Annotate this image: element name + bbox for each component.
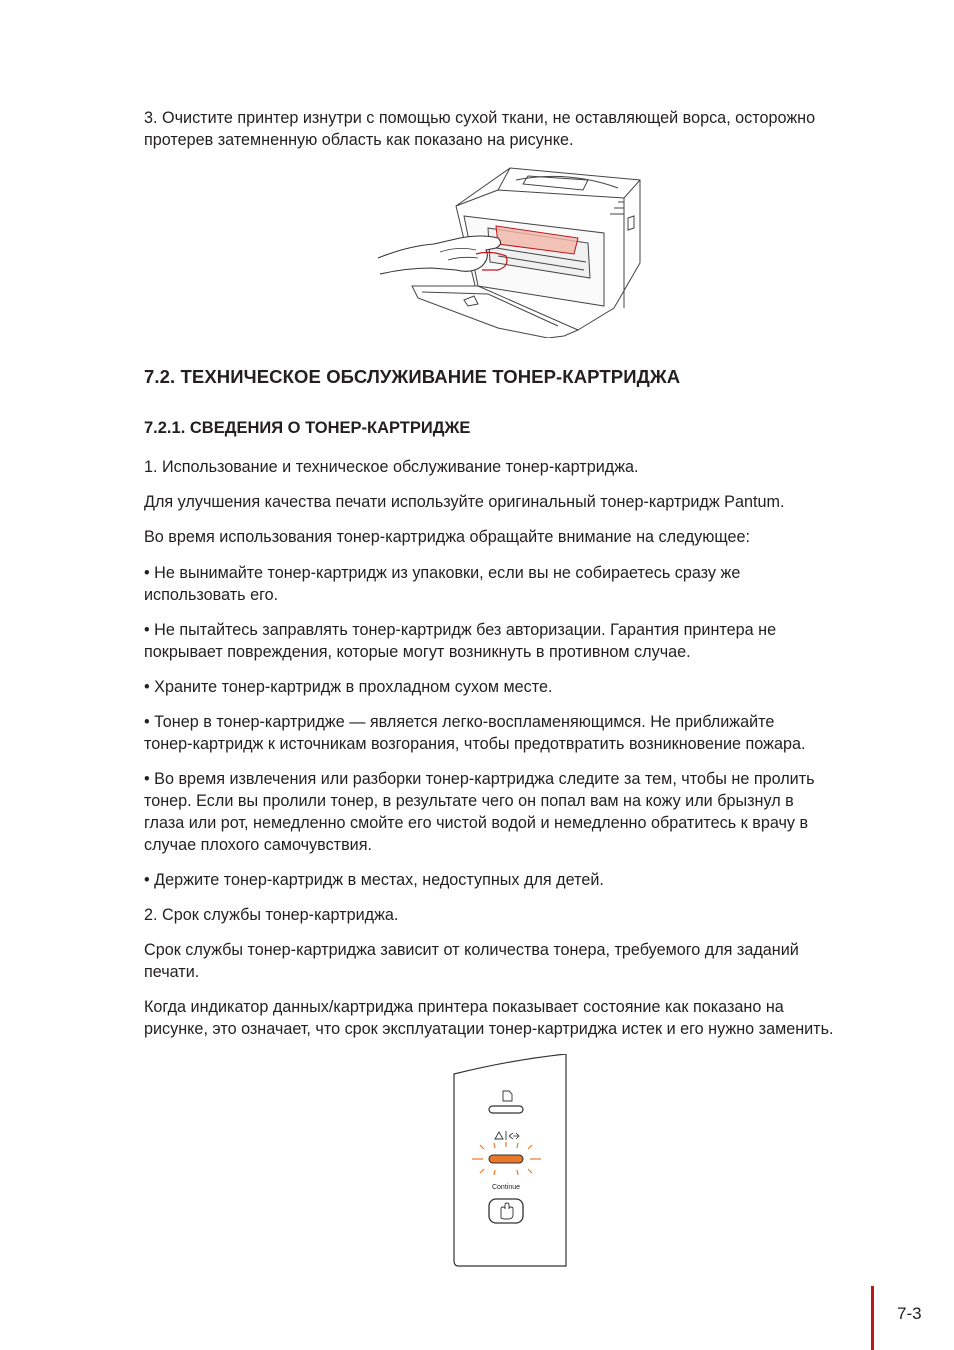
bullet-refill-line2: покрывает повреждения, которые могут возникнуть в противном случае.: [144, 643, 691, 661]
bullet-flammable: [144, 711, 884, 755]
paragraph-indicator-line1: Когда индикатор данных/картриджа принтера показывает состояние как показано на: [144, 998, 784, 1016]
page-number: 7-3: [897, 1304, 922, 1323]
paragraph-lifetime-heading: 2. Срок службы тонер-картриджа.: [144, 906, 399, 924]
control-panel-drawing: [450, 1054, 570, 1269]
bullet-spill-line3: глаза или рот, немедленно смойте его чистой водой и немедленно обратитесь к врачу в: [144, 814, 809, 832]
printer-cleaning-illustration: [378, 158, 644, 338]
bullet-refill-line1: • Не пытайтесь заправлять тонер-картридж без авторизации. Гарантия принтера не: [144, 621, 777, 639]
bullet-packaging: [144, 562, 884, 606]
bullet-packaging-line1: • Не вынимайте тонер-картридж из упаковки, если вы не собираетесь сразу же: [144, 564, 741, 582]
paragraph-lifetime-line2: печати.: [144, 963, 200, 981]
paragraph-indicator-line2: рисунке, это означает, что срок эксплуатации тонер-картриджа истек и его нужно заменить.: [144, 1020, 834, 1038]
continue-label: Continue: [491, 1184, 521, 1191]
paragraph-attention: Во время использования тонер-картриджа обращайте внимание на следующее:: [144, 528, 751, 546]
bullet-children: • Держите тонер-картридж в местах, недоступных для детей.: [144, 871, 604, 889]
paragraph-lifetime-line1: Срок службы тонер-картриджа зависит от количества тонера, требуемого для заданий: [144, 941, 799, 959]
paragraph-original: Для улучшения качества печати используйте оригинальный тонер-картридж Pantum.: [144, 493, 785, 511]
paragraph-lifetime: [144, 939, 884, 983]
bullet-spill-line4: случае плохого самочувствия.: [144, 836, 372, 854]
paragraph-usage: 1. Использование и техническое обслуживание тонер-картриджа.: [144, 458, 639, 476]
step3-text: [144, 107, 884, 151]
bullet-flammable-line1: • Тонер в тонер-картридже — является легко-воспламеняющимся. Не приближайте: [144, 713, 775, 731]
section-heading: 7.2. ТЕХНИЧЕСКОЕ ОБСЛУЖИВАНИЕ ТОНЕР-КАРТРИДЖА: [144, 366, 681, 387]
bullet-flammable-line2: тонер-картридж к источникам возгорания, чтобы предотвратить возникновение пожара.: [144, 735, 806, 753]
bullet-spill-line1: • Во время извлечения или разборки тонер-картриджа следите за тем, чтобы не пролить: [144, 770, 815, 788]
bullet-spill-line2: тонер. Если вы пролили тонер, в результате чего он попал вам на кожу или брызнул в: [144, 792, 794, 810]
bullet-packaging-line2: использовать его.: [144, 586, 279, 604]
step3-line2: протерев затемненную область как показано на рисунке.: [144, 131, 574, 149]
control-panel-illustration: [450, 1054, 570, 1269]
subsection-heading: 7.2.1. СВЕДЕНИЯ О ТОНЕР-КАРТРИДЖЕ: [144, 419, 471, 437]
bullet-storage: • Храните тонер-картридж в прохладном сухом месте.: [144, 678, 553, 696]
bullet-refill: [144, 619, 884, 663]
bullet-spill: [144, 768, 884, 856]
paragraph-indicator: [144, 996, 884, 1040]
step3-line1: 3. Очистите принтер изнутри с помощью сухой ткани, не оставляющей ворса, осторожно: [144, 109, 816, 127]
page-number-bar: [871, 1286, 874, 1350]
